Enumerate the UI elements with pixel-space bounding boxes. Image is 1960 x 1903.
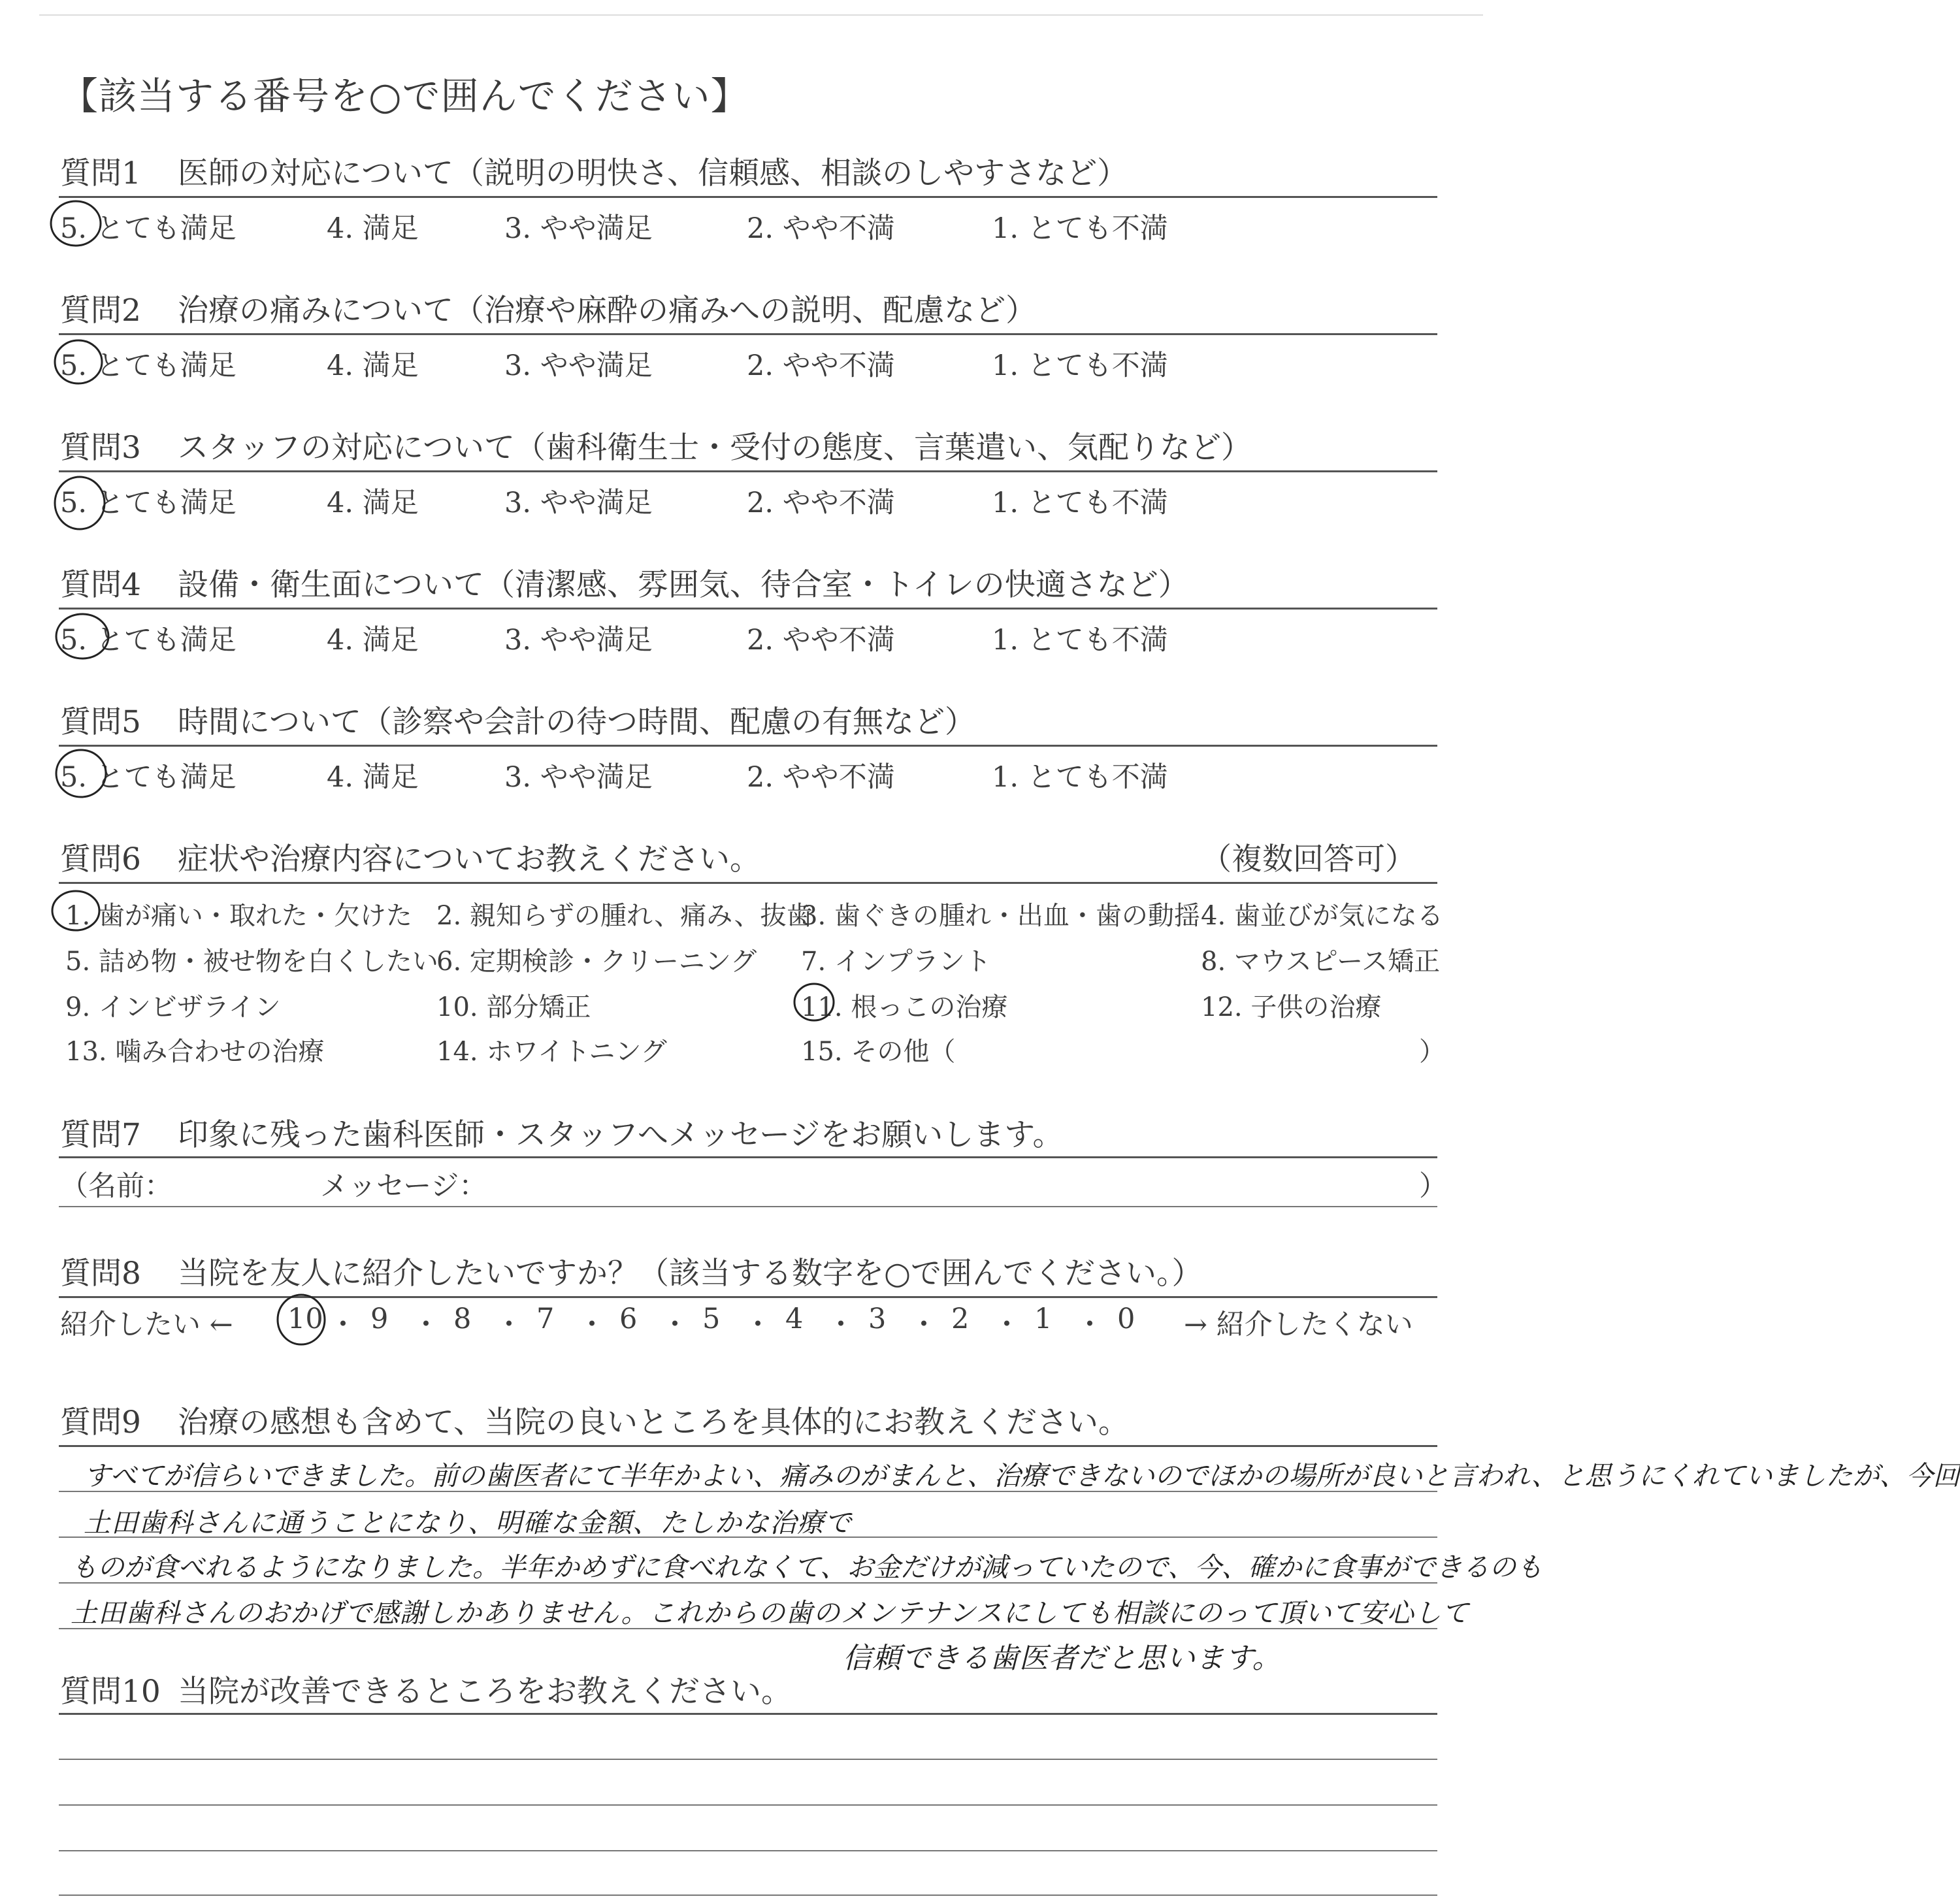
q9-handwriting-line-4: 土田歯科さんのおかげで感謝しかありません。これからの歯のメンテナンスにしても相談にのって頂いて安心して <box>71 1597 1469 1629</box>
q9-handwriting-line-3: ものが食べれるようになりました。半年かめずに食べれなくて、お金だけが減っていたので、今、確かに食事ができるのも <box>71 1552 1543 1583</box>
q8-selection-circle <box>272 1291 331 1350</box>
q6-item-9[interactable]: 9. インビザライン <box>65 992 281 1022</box>
q3-label: 質問3 <box>60 430 141 466</box>
q7-text: 印象に残った歯科医師・スタッフへメッセージをお願いします。 <box>178 1117 1064 1153</box>
q2-option-4[interactable]: 4. 満足 <box>327 350 419 382</box>
q2-label: 質問2 <box>60 293 141 329</box>
q8-label: 質問8 <box>60 1256 141 1292</box>
q5-rule <box>59 745 1437 747</box>
q5-option-3[interactable]: 3. やや満足 <box>504 761 653 794</box>
q2-selection-circle <box>51 336 110 388</box>
q2-option-2[interactable]: 2. やや不満 <box>747 350 895 382</box>
q8-scale-5[interactable]: 5 <box>702 1303 721 1335</box>
top-edge-line <box>39 14 1483 16</box>
q6-item-15-close-paren: ） <box>1419 1037 1445 1067</box>
q7-name-label: （名前： <box>60 1170 172 1203</box>
q8-scale-4[interactable]: 4 <box>785 1303 804 1335</box>
q8-right-label: → 紹介したくない <box>1184 1309 1413 1341</box>
q8-left-label: 紹介したい ← <box>60 1309 233 1341</box>
q8-scale-2[interactable]: 2 <box>951 1303 970 1335</box>
q8-scale-8[interactable]: 8 <box>453 1303 472 1335</box>
q1-option-1[interactable]: 1. とても不満 <box>992 212 1168 245</box>
q5-option-5[interactable]: 5. とても満足 <box>60 761 237 794</box>
q2-rule <box>59 333 1437 335</box>
q6-item-4[interactable]: 4. 歯並びが気になる <box>1201 901 1443 931</box>
q6-item-15[interactable]: 15. その他（ <box>801 1037 956 1067</box>
q8-scale-1[interactable]: 1 <box>1034 1303 1053 1335</box>
q7-message-label: メッセージ： <box>320 1170 487 1203</box>
q6-item-12[interactable]: 12. 子供の治療 <box>1201 992 1382 1022</box>
q1-text: 医師の対応について（説明の明快さ、信頼感、相談のしやすさなど） <box>178 155 1128 191</box>
q8-scale-9[interactable]: 9 <box>370 1303 389 1335</box>
q1-option-3[interactable]: 3. やや満足 <box>504 212 653 245</box>
q1-option-4[interactable]: 4. 満足 <box>327 212 419 245</box>
q4-label: 質問4 <box>60 567 141 603</box>
q3-option-1[interactable]: 1. とても不満 <box>992 487 1168 519</box>
q10-line-2 <box>59 1804 1437 1806</box>
q1-option-2[interactable]: 2. やや不満 <box>747 212 895 245</box>
q5-label: 質問5 <box>60 704 141 740</box>
q4-text: 設備・衛生面について（清潔感、雰囲気、待合室・トイレの快適さなど） <box>178 567 1189 603</box>
q5-option-1[interactable]: 1. とても不満 <box>992 761 1168 794</box>
q6-text: 症状や治療内容についてお教えください。 <box>178 841 761 877</box>
q3-option-2[interactable]: 2. やや不満 <box>747 487 895 519</box>
q10-text: 当院が改善できるところをお教えください。 <box>178 1674 792 1710</box>
q10-line-3 <box>59 1850 1437 1851</box>
q8-scale-0[interactable]: 0 <box>1117 1303 1135 1335</box>
q1-selection-circle <box>47 197 106 250</box>
q4-option-4[interactable]: 4. 満足 <box>327 624 419 657</box>
q8-scale-separator: ・ <box>992 1309 1021 1341</box>
q3-option-5[interactable]: 5. とても満足 <box>60 487 237 519</box>
q3-rule <box>59 470 1437 472</box>
q4-selection-circle <box>52 610 115 665</box>
q3-option-3[interactable]: 3. やや満足 <box>504 487 653 519</box>
q1-rule <box>59 196 1437 198</box>
q8-scale-separator: ・ <box>412 1309 440 1341</box>
q6-item-11[interactable]: 11. 根っこの治療 <box>801 992 1008 1022</box>
q4-option-3[interactable]: 3. やや満足 <box>504 624 653 657</box>
q4-option-2[interactable]: 2. やや不満 <box>747 624 895 657</box>
q4-option-1[interactable]: 1. とても不満 <box>992 624 1168 657</box>
q8-scale-6[interactable]: 6 <box>619 1303 638 1335</box>
q9-rule <box>59 1445 1437 1447</box>
q8-scale-separator: ・ <box>578 1309 606 1341</box>
q2-option-3[interactable]: 3. やや満足 <box>504 350 653 382</box>
q9-handwriting-line-1: すべてが信らいできました。前の歯医者にて半年かよい、痛みのがまんと、治療できないのでほかの場所が良いと言われ、と思うにくれていましたが、今回 <box>84 1460 1960 1491</box>
q8-scale-7[interactable]: 7 <box>536 1303 555 1335</box>
q7-close-paren: ） <box>1419 1170 1447 1203</box>
q6-item-2[interactable]: 2. 親知らずの腫れ、痛み、抜歯 <box>436 901 813 931</box>
q1-label: 質問1 <box>60 155 141 191</box>
q3-selection-circle <box>51 473 114 533</box>
q8-scale-10[interactable]: 10 <box>287 1303 323 1335</box>
q6-rule <box>59 882 1437 884</box>
q3-text: スタッフの対応について（歯科衛生士・受付の態度、言葉遣い、気配りなど） <box>178 430 1252 466</box>
q8-scale-separator: ・ <box>743 1309 772 1341</box>
q6-item-14[interactable]: 14. ホワイトニング <box>436 1037 667 1067</box>
q6-item-5[interactable]: 5. 詰め物・被せ物を白くしたい <box>65 947 438 977</box>
q8-scale-separator: ・ <box>661 1309 689 1341</box>
q10-line-1 <box>59 1759 1437 1760</box>
q10-line-4 <box>59 1895 1437 1896</box>
q8-scale-3[interactable]: 3 <box>868 1303 887 1335</box>
q2-text: 治療の痛みについて（治療や麻酔の痛みへの説明、配慮など） <box>178 293 1037 329</box>
q6-item-1[interactable]: 1. 歯が痛い・取れた・欠けた <box>65 901 412 931</box>
q1-option-5[interactable]: 5. とても満足 <box>60 212 237 245</box>
q6-item-7[interactable]: 7. インプラント <box>801 947 991 977</box>
q10-label: 質問10 <box>60 1674 161 1710</box>
q5-option-4[interactable]: 4. 満足 <box>327 761 419 794</box>
q8-scale-separator: ・ <box>329 1309 357 1341</box>
q2-option-5[interactable]: 5. とても満足 <box>60 350 237 382</box>
q3-option-4[interactable]: 4. 満足 <box>327 487 419 519</box>
q7-bottom-rule <box>59 1206 1437 1207</box>
q10-rule <box>59 1713 1437 1715</box>
q9-text: 治療の感想も含めて、当院の良いところを具体的にお教えください。 <box>178 1405 1130 1440</box>
q8-scale-separator: ・ <box>1075 1309 1104 1341</box>
q8-scale-separator: ・ <box>909 1309 938 1341</box>
page-title: 【該当する番号を○で囲んでください】 <box>60 74 749 118</box>
q7-label: 質問7 <box>60 1117 141 1153</box>
q6-item-10[interactable]: 10. 部分矯正 <box>436 992 591 1022</box>
q6-label: 質問6 <box>60 841 141 877</box>
q6-item-13[interactable]: 13. 噛み合わせの治療 <box>65 1037 325 1067</box>
q6-note: （複数回答可） <box>1201 841 1416 877</box>
q9-label: 質問9 <box>60 1405 141 1440</box>
q6-item-8[interactable]: 8. マウスピース矯正 <box>1201 947 1441 977</box>
q6-item-6[interactable]: 6. 定期検診・クリーニング <box>436 947 757 977</box>
q5-option-2[interactable]: 2. やや不満 <box>747 761 895 794</box>
q9-handwriting-line-5: 信頼できる歯医者だと思います。 <box>843 1642 1282 1675</box>
q4-rule <box>59 608 1437 610</box>
q7-rule <box>59 1156 1437 1158</box>
q8-scale-separator: ・ <box>495 1309 523 1341</box>
q5-selection-circle <box>52 747 115 802</box>
q5-text: 時間について（診察や会計の待つ時間、配慮の有無など） <box>178 704 976 740</box>
q2-option-1[interactable]: 1. とても不満 <box>992 350 1168 382</box>
q8-scale-separator: ・ <box>826 1309 855 1341</box>
q6-item-1-selection-circle <box>48 886 103 935</box>
q6-item-11-selection-circle <box>789 979 839 1026</box>
q8-text: 当院を友人に紹介したいですか？（該当する数字を○で囲んでください。） <box>178 1256 1203 1292</box>
q4-option-5[interactable]: 5. とても満足 <box>60 624 237 657</box>
q9-handwriting-line-2: 土田歯科さんに通うことになり、明確な金額、たしかな治療で <box>84 1507 852 1538</box>
q6-item-3[interactable]: 3. 歯ぐきの腫れ・出血・歯の動揺 <box>801 901 1200 931</box>
q8-rule <box>59 1296 1437 1298</box>
